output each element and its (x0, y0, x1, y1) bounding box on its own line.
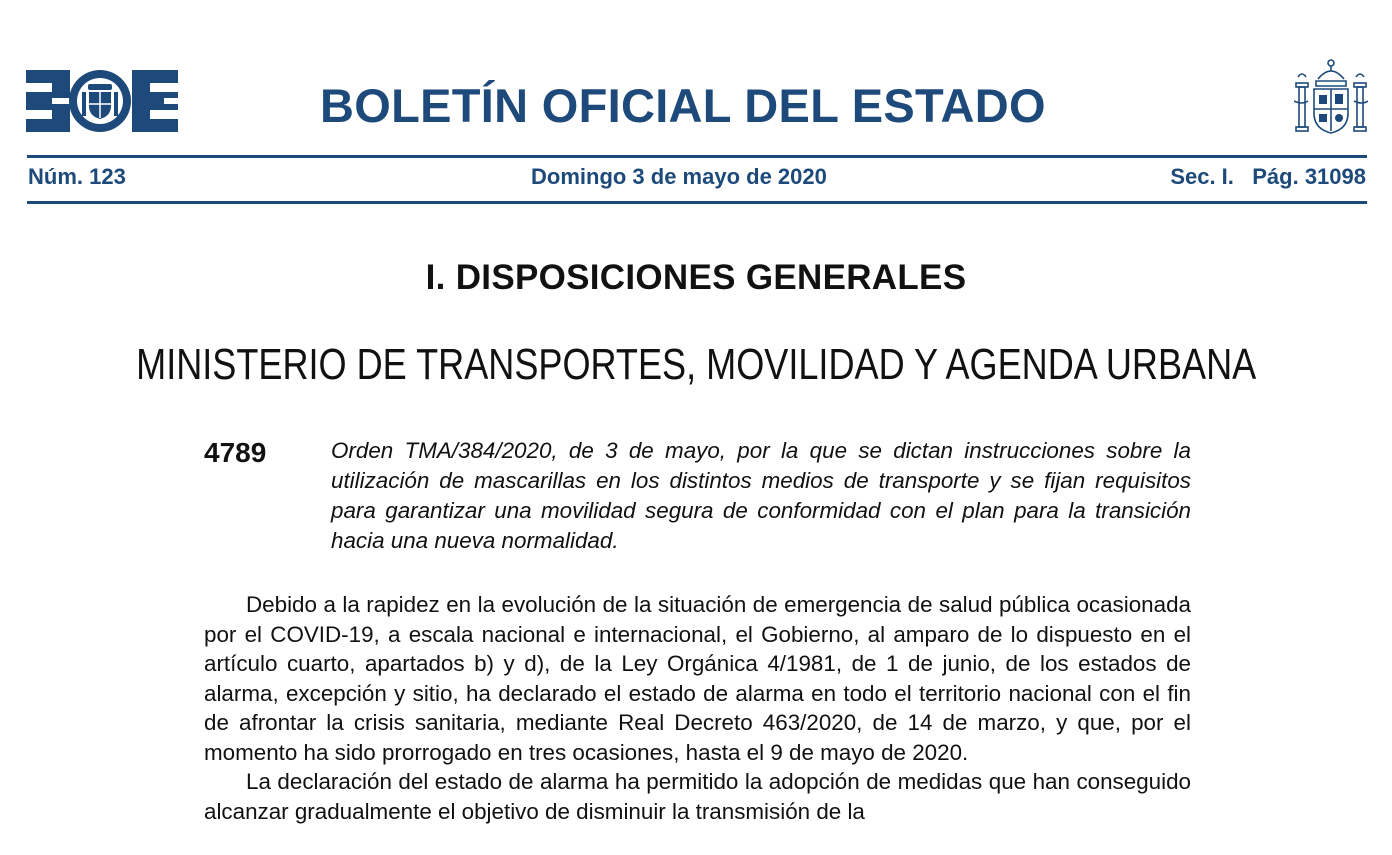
masthead-title: BOLETÍN OFICIAL DEL ESTADO (320, 79, 1046, 132)
issue-date: Domingo 3 de mayo de 2020 (531, 164, 827, 189)
document-body (204, 590, 1191, 826)
header-rule-bottom (27, 201, 1367, 204)
section-page: Sec. I. Pág. 31098 (1170, 164, 1366, 189)
document-summary: Orden TMA/384/2020, de 3 de mayo, por la que se dictan instrucciones sobre la utilización de mascarillas en los distintos medios de transporte y se fijan requisitos para garantizar una movilidad segura de conformidad con el plan para la transición hacia una nueva normalidad. (331, 438, 1191, 553)
document-number: 4789 (204, 437, 267, 468)
spanish-coat-of-arms-icon (1294, 57, 1368, 139)
body-paragraph: La declaración del estado de alarma ha permitido la adopción de medidas que han conseguido alcanzar gradualmente el objetivo de disminuir la transmisión de la (204, 769, 1191, 824)
body-paragraph: Debido a la rapidez en la evolución de la situación de emergencia de salud pública ocasionada por el COVID-19, a escala nacional e internacional, el Gobierno, al amparo de lo dispuesto en el artículo cuarto, apartados b) y d), de la Ley Orgánica 4/1981, de 1 de junio, de los estados de alarma, excepción y sitio, ha declarado el estado de alarma en todo el territorio nacional con el fin de afrontar la crisis sanitaria, mediante Real Decreto 463/2020, de 14 de marzo, y que, por el momento ha sido prorrogado en tres ocasiones, hasta el 9 de mayo de 2020. (204, 592, 1191, 765)
ministry-name: MINISTERIO DE TRANSPORTES, MOVILIDAD Y AGENDA URBANA (136, 340, 1257, 389)
issue-number: Núm. 123 (28, 164, 126, 189)
boe-logo-icon (26, 70, 178, 132)
section-title: I. DISPOSICIONES GENERALES (425, 258, 967, 297)
header-rule-top (27, 155, 1367, 158)
